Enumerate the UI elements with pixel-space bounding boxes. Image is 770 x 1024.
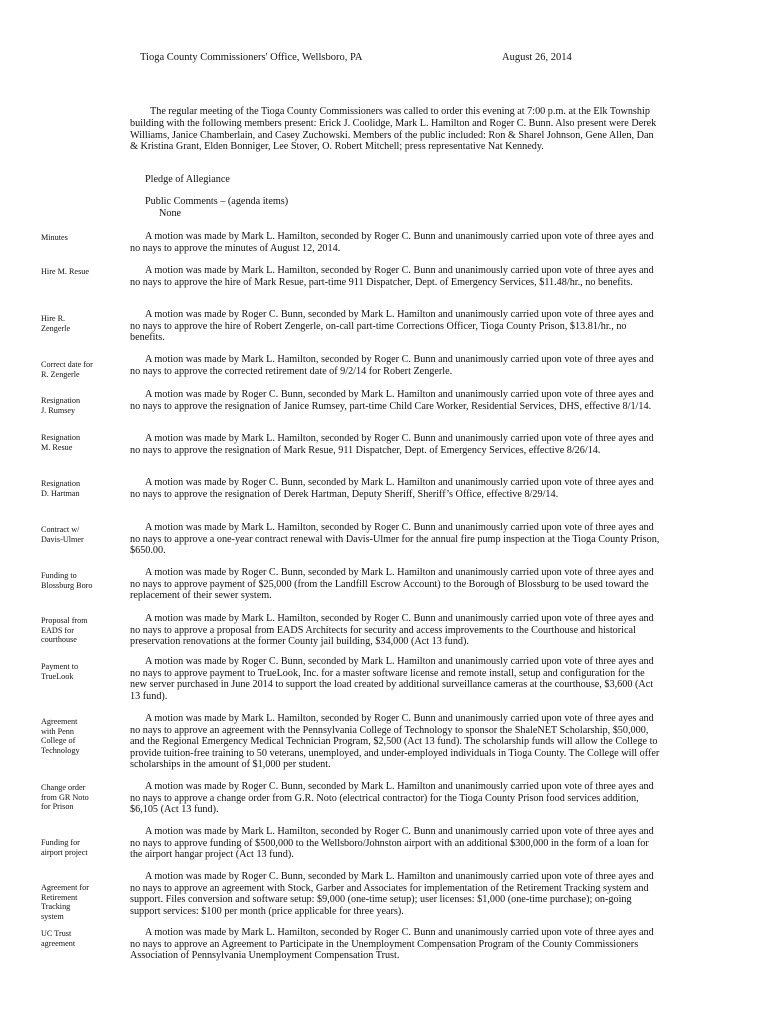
- margin-label: Funding to Blossburg Boro: [41, 571, 93, 590]
- margin-label: Agreement with Penn College of Technology: [41, 717, 80, 755]
- margin-label: Hire R. Zengerle: [41, 314, 71, 333]
- motion-text: A motion was made by Roger C. Bunn, seconded by Mark L. Hamilton and unanimously carried upon vote of three ayes and no nays to approve payment of $25,000 (from the Landfill Escrow Account) to the Borough of Blossburg to be used toward the replacement of their sewer system.: [130, 567, 654, 602]
- meeting-date: August 26, 2014: [502, 52, 572, 63]
- office-location: Tioga County Commissioners' Office, Wellsboro, PA: [140, 52, 363, 63]
- public-comments-heading: Public Comments – (agenda items): [145, 196, 289, 207]
- motion-text: A motion was made by Mark L. Hamilton, seconded by Roger C. Bunn and unanimously carried upon vote of three ayes and no nays to approve the corrected retirement date of 9/2/14 for Robert Zengerle.: [130, 354, 654, 377]
- margin-label: Change order from GR Noto for Prison: [41, 783, 89, 812]
- motion-text: A motion was made by Roger C. Bunn, seconded by Mark L. Hamilton and unanimously carried upon vote of three ayes and no nays to approve an agreement with Stock, Garber and Associates for implementation of the Retirement Tracking system and support. Files conversion and software setup: $9,000 (one-time setup); user licenses: $1,000 (one-time purchase); on-going support services: $100 per month (price applicable for three years).: [130, 871, 654, 917]
- motion-text: A motion was made by Mark L. Hamilton, seconded by Roger C. Bunn and unanimously carried upon vote of three ayes and no nays to approve an agreement with the Pennsylvania College of Technology to sponsor the ShaleNET Scholarship, $50,000, and the Regional Emergency Medical Technician Program, $2,500 (Act 13 fund). The scholarship funds will allow the College to provide tuition-free training to 50 veterans, unemployed, and under-employed individuals in Tioga County. The College will offer scholarships in the amount of $1,000 per student.: [130, 713, 660, 771]
- public-comments-value: None: [159, 207, 182, 219]
- margin-label: Contract w/ Davis-Ulmer: [41, 525, 84, 544]
- margin-label: Hire M. Resue: [41, 267, 89, 276]
- pledge-of-allegiance: Pledge of Allegiance: [145, 174, 230, 185]
- motion-text: A motion was made by Roger C. Bunn, seconded by Mark L. Hamilton and unanimously carried upon vote of three ayes and no nays to approve payment to TrueLook, Inc. for a master software license and remote install, setup and configuration for the new server purchased in June 2014 to support the load created by additional surveillance cameras at the courthouse, $3,600 (Act 13 fund).: [130, 656, 654, 702]
- motion-text: A motion was made by Roger C. Bunn, seconded by Mark L. Hamilton and unanimously carried upon vote of three ayes and no nays to approve the resignation of Janice Rumsey, part-time Child Care Worker, Residential Services, DHS, effective 8/1/14.: [130, 389, 654, 412]
- margin-label: UC Trust agreement: [41, 929, 76, 948]
- margin-label: Proposal from EADS for courthouse: [41, 616, 88, 645]
- motion-text: A motion was made by Mark L. Hamilton, seconded by Roger C. Bunn and unanimously carried upon vote of three ayes and no nays to approve the minutes of August 12, 2014.: [130, 231, 654, 254]
- intro-paragraph: The regular meeting of the Tioga County Commissioners was called to order this evening at 7:00 p.m. at the Elk Township building with the following members present: Erick J. Coolidge, Mark L. Hamilton and Roger C. Bunn. Also present were Derek Williams, Janice Chamberlain, and Casey Zuchowski. Members of the public included: Ron & Sharel Johnson, Gene Allen, Dan & Kristina Grant, Elden Bonniger, Lee Stover, O. Robert Mitchell; press representative Nat Kennedy.: [130, 106, 657, 153]
- margin-label: Resignation J. Rumsey: [41, 396, 81, 415]
- margin-label: Funding for airport project: [41, 838, 88, 857]
- motion-text: A motion was made by Mark L. Hamilton, seconded by Roger C. Bunn and unanimously carried upon vote of three ayes and no nays to approve the resignation of Mark Resue, 911 Dispatcher, Dept. of Emergency Services, effective 8/26/14.: [130, 433, 654, 456]
- motion-text: A motion was made by Mark L. Hamilton, seconded by Roger C. Bunn and unanimously carried upon vote of three ayes and no nays to approve funding of $500,000 to the Wellsboro/Johnston airport with an additional $300,000 in the form of a loan for the airport hangar project (Act 13 fund).: [130, 826, 654, 861]
- margin-label: Payment to TrueLook: [41, 662, 79, 681]
- motion-text: A motion was made by Roger C. Bunn, seconded by Mark L. Hamilton and unanimously carried upon vote of three ayes and no nays to approve the resignation of Derek Hartman, Deputy Sheriff, Sheriff’s Office, effective 8/29/14.: [130, 477, 654, 500]
- margin-label: Agreement for Retirement Tracking system: [41, 883, 89, 921]
- motion-text: A motion was made by Roger C. Bunn, seconded by Mark L. Hamilton and unanimously carried upon vote of three ayes and no nays to approve the hire of Robert Zengerle, on-call part-time Corrections Officer, Tioga County Prison, $13.81/hr., no benefits.: [130, 309, 654, 344]
- margin-label: Resignation M. Resue: [41, 433, 81, 452]
- margin-label: Minutes: [41, 233, 68, 242]
- motion-text: A motion was made by Mark L. Hamilton, seconded by Roger C. Bunn and unanimously carried upon vote of three ayes and no nays to approve a proposal from EADS Architects for security and access improvements to the Courthouse and historical preservation renovations at the former County jail building, $34,000 (Act 13 fund).: [130, 613, 654, 648]
- motion-text: A motion was made by Mark L. Hamilton, seconded by Roger C. Bunn and unanimously carried upon vote of three ayes and no nays to approve an Agreement to Participate in the Unemployment Compensation Program of the County Commissioners Association of Pennsylvania Unemployment Compensation Trust.: [130, 927, 654, 962]
- page-header: [140, 51, 580, 65]
- margin-label: Resignation D. Hartman: [41, 479, 81, 498]
- motion-text: A motion was made by Mark L. Hamilton, seconded by Roger C. Bunn and unanimously carried upon vote of three ayes and no nays to approve a one-year contract renewal with Davis-Ulmer for the annual fire pump inspection at the Tioga County Prison, $650.00.: [130, 522, 660, 557]
- motion-text: A motion was made by Roger C. Bunn, seconded by Mark L. Hamilton and unanimously carried upon vote of three ayes and no nays to approve a change order from G.R. Noto (electrical contractor) for the Tioga County Prison food services addition, $6,105 (Act 13 fund).: [130, 781, 654, 816]
- public-comments: [145, 196, 288, 220]
- motion-text: A motion was made by Mark L. Hamilton, seconded by Roger C. Bunn and unanimously carried upon vote of three ayes and no nays to approve the hire of Mark Resue, part-time 911 Dispatcher, Dept. of Emergency Services, $11.48/hr., no benefits.: [130, 265, 654, 288]
- margin-label: Correct date for R. Zengerle: [41, 360, 93, 379]
